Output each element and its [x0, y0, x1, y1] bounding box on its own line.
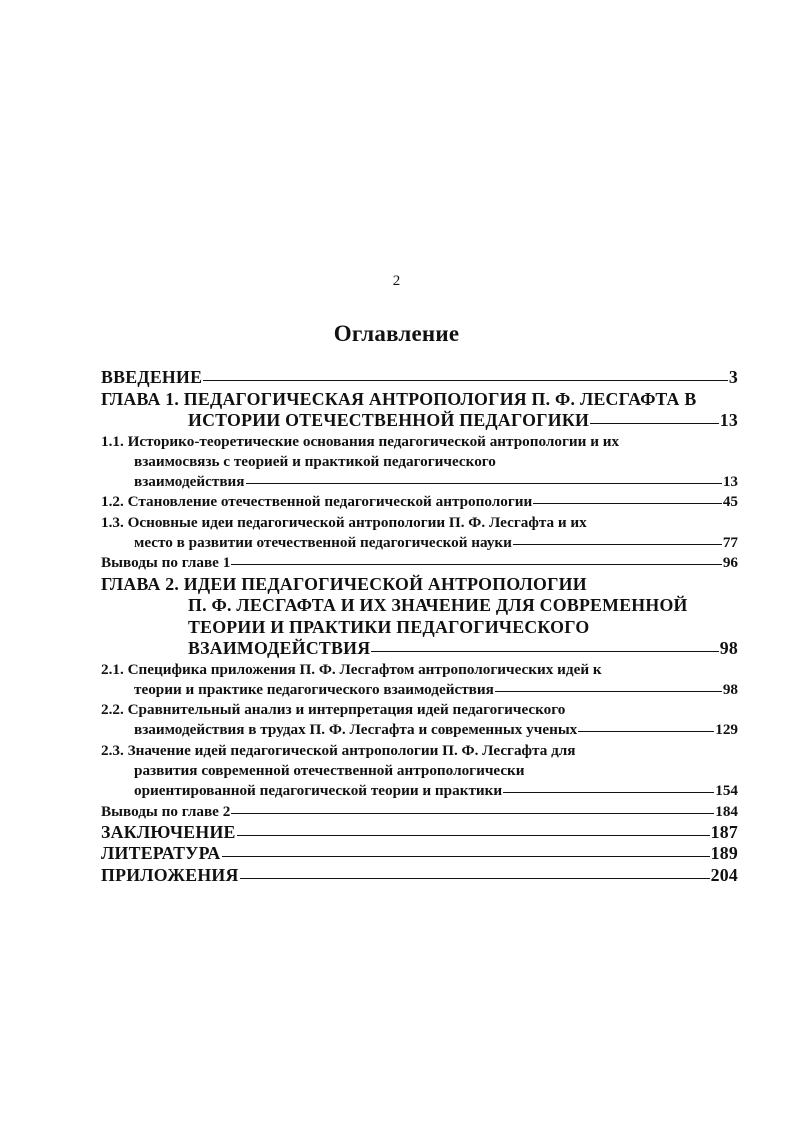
toc-entry-text: ориентированной педагогической теории и практики	[134, 782, 503, 800]
toc-entry-text: 2.3. Значение идей педагогической антропологии П. Ф. Лесгафта для	[101, 741, 576, 759]
toc-page-number: 45	[722, 493, 738, 511]
toc-entry-text: 1.2. Становление отечественной педагогической антропологии	[101, 493, 533, 511]
toc-page-number: 204	[710, 864, 738, 885]
leader-line	[503, 792, 714, 793]
toc-page-number: 187	[710, 821, 738, 842]
toc-entry-section-1-2[interactable]	[101, 492, 738, 512]
toc-page-number: 184	[715, 802, 738, 820]
leader-line	[533, 503, 722, 504]
toc-entry-text: 1.1. Историко-теоретические основания педагогической антропологии и их	[101, 432, 620, 450]
toc-entry-text: ВВЕДЕНИЕ	[101, 367, 203, 387]
leader-line	[231, 813, 714, 814]
toc-entry-text: ИСТОРИИ ОТЕЧЕСТВЕННОЙ ПЕДАГОГИКИ	[188, 410, 590, 430]
toc-entry-text: ТЕОРИИ И ПРАКТИКИ ПЕДАГОГИЧЕСКОГО	[188, 616, 590, 637]
toc-entry-text: развития современной отечественной антропологически	[134, 762, 525, 780]
toc-entry-text: теории и практике педагогического взаимодействия	[134, 680, 494, 698]
leader-line	[246, 483, 722, 484]
toc-page-number: 77	[722, 533, 738, 551]
leader-line	[495, 691, 722, 692]
toc-entry-intro[interactable]	[101, 367, 738, 389]
leader-line	[231, 564, 722, 565]
toc-entry-text: 2.1. Специфика приложения П. Ф. Лесгафтом антропологических идей к	[101, 660, 602, 678]
leader-line	[578, 731, 714, 732]
toc-page-number: 96	[722, 554, 738, 572]
table-of-contents	[101, 367, 738, 886]
toc-entry-conclusion[interactable]	[101, 822, 738, 844]
toc-entry-section-2-1[interactable]	[101, 660, 738, 701]
toc-page-number: 129	[715, 721, 738, 739]
toc-entry-text: взаимодействия	[134, 473, 245, 491]
toc-page-number: 98	[722, 680, 738, 698]
toc-entry-text: ЗАКЛЮЧЕНИЕ	[101, 821, 236, 842]
toc-entry-text: место в развитии отечественной педагогической науки	[134, 533, 512, 551]
toc-entry-text: ГЛАВА 2. ИДЕИ ПЕДАГОГИЧЕСКОЙ АНТРОПОЛОГИИ	[101, 573, 587, 594]
toc-entry-text: ГЛАВА 1. ПЕДАГОГИЧЕСКАЯ АНТРОПОЛОГИЯ П. Ф. ЛЕСГАФТА В	[101, 388, 697, 409]
toc-page-number: 13	[719, 410, 738, 430]
page-title: Оглавление	[333, 321, 460, 346]
toc-page-number: 154	[715, 782, 738, 800]
leader-line	[371, 651, 718, 652]
toc-entry-chapter-2[interactable]	[101, 574, 738, 660]
leader-line	[590, 423, 719, 424]
toc-entry-text: Выводы по главе 2	[101, 802, 231, 820]
toc-entry-text: взаимодействия в трудах П. Ф. Лесгафта и современных ученых	[134, 721, 578, 739]
toc-entry-section-2-2[interactable]	[101, 700, 738, 741]
toc-entry-conclusions-ch1[interactable]	[101, 553, 738, 573]
toc-entry-text: взаимосвязь с теорией и практикой педагогического	[134, 452, 496, 470]
toc-entry-text: ЛИТЕРАТУРА	[101, 843, 221, 864]
toc-entry-literature[interactable]	[101, 843, 738, 865]
toc-page-number: 13	[722, 473, 738, 491]
toc-page-number: 3	[728, 367, 738, 387]
leader-line	[222, 856, 710, 857]
toc-entry-text: ПРИЛОЖЕНИЯ	[101, 864, 239, 885]
page-number: 2	[392, 273, 401, 289]
toc-page-number: 189	[710, 843, 738, 864]
toc-entry-section-1-3[interactable]	[101, 513, 738, 554]
toc-entry-section-1-1[interactable]	[101, 432, 738, 493]
toc-entry-text: ВЗАИМОДЕЙСТВИЯ	[188, 638, 371, 659]
toc-entry-section-2-3[interactable]	[101, 741, 738, 802]
toc-entry-chapter-1[interactable]	[101, 389, 738, 432]
toc-entry-appendix[interactable]	[101, 865, 738, 887]
leader-line	[237, 835, 710, 836]
toc-entry-text: Выводы по главе 1	[101, 554, 231, 572]
leader-line	[240, 878, 710, 879]
leader-line	[203, 380, 728, 381]
leader-line	[513, 544, 722, 545]
toc-entry-text: 1.3. Основные идеи педагогической антропологии П. Ф. Лесгафта и их	[101, 513, 587, 531]
toc-entry-text: П. Ф. ЛЕСГАФТА И ИХ ЗНАЧЕНИЕ ДЛЯ СОВРЕМЕННОЙ	[188, 595, 688, 616]
toc-entry-conclusions-ch2[interactable]	[101, 802, 738, 822]
toc-page-number: 98	[719, 638, 738, 659]
toc-entry-text: 2.2. Сравнительный анализ и интерпретация идей педагогического	[101, 701, 566, 719]
